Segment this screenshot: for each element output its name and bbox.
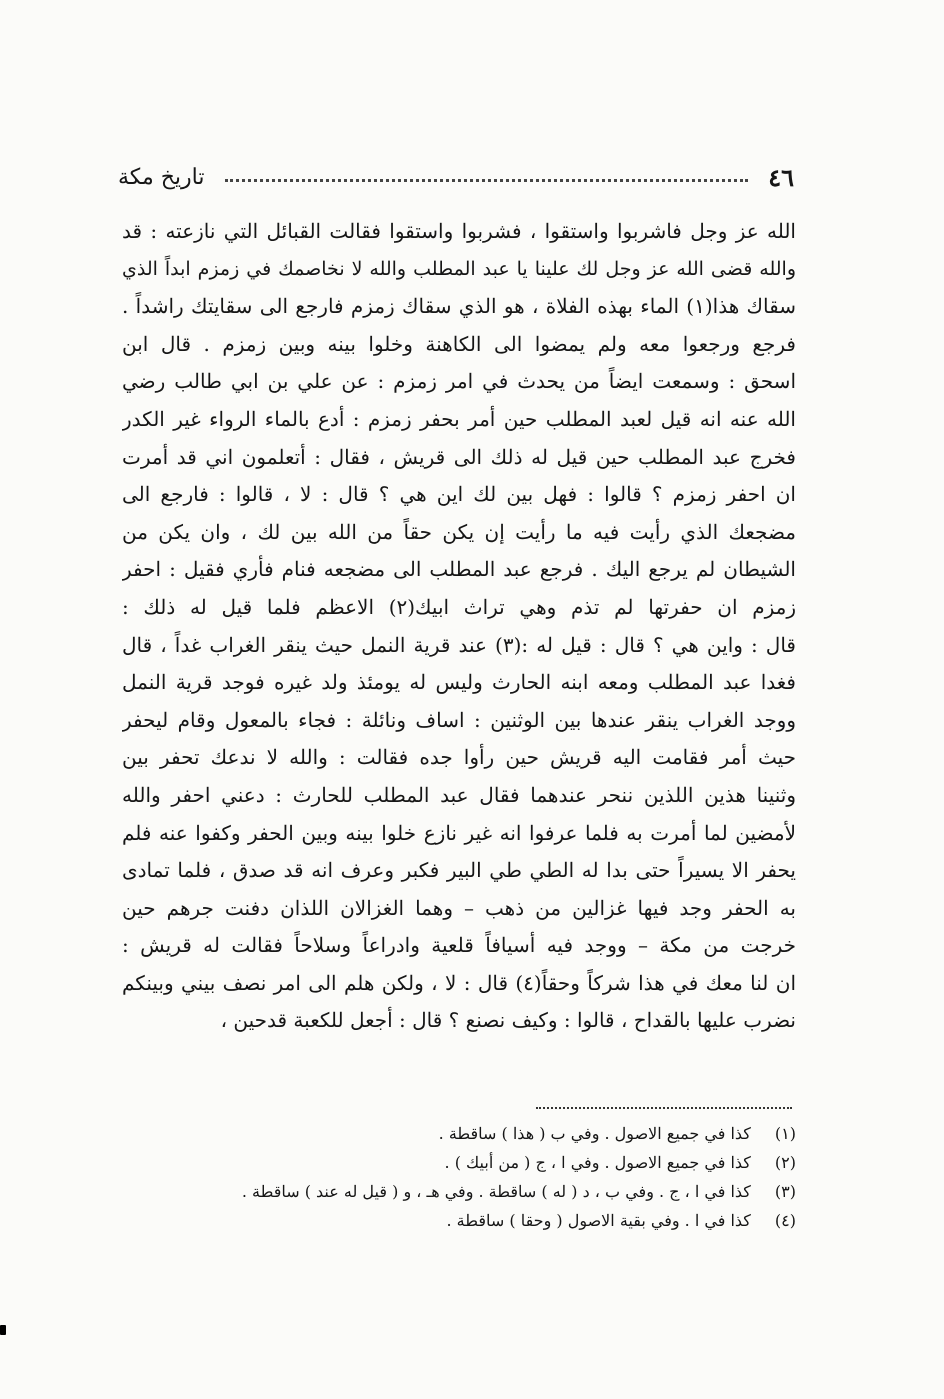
text-line: الله عنه انه قيل لعبد المطلب حين أمر بحفر زمزم : أدع بالماء الرواء غير الكدر: [122, 406, 796, 431]
footnote-number: (٢): [774, 1153, 796, 1172]
text-line: زمزم ان حفرتها لم تذم وهي تراث ابيك(٢) الاعظم فلما قيل له ذلك :: [122, 594, 796, 619]
footnote-text: كذا في ا . وفي بقية الاصول ( وحقا ) ساقطة .: [446, 1211, 751, 1230]
text-line: نضرب عليها بالقداح ، قالوا : وكيف نصنع ؟ قال : أجعل للكعبة قدحين ،: [220, 1008, 796, 1033]
text-line: والله قضى الله عز وجل لك علينا يا عبد المطلب والله لا نخاصمك في زمزم ابداً الذي: [122, 257, 796, 280]
text-line: ان احفر زمزم ؟ قالوا : فهل بين لك اين هي ؟ قال : لا ، قالوا : فارجع الى: [122, 482, 796, 507]
main-text: [122, 213, 796, 1040]
page-number: ٤٦: [768, 162, 794, 192]
text-line: خرجت من مكة – ووجد فيه أسيافاً قلعية وادراعاً وسلاحاً فقالت له قريش :: [122, 933, 796, 958]
text-line: ان لنا معك في هذا شركاً وحقاً(٤) قال : لا ، ولكن هلم الى امر نصف بيني وبينكم: [122, 970, 796, 995]
footnote-text: كذا في ا ، ج . وفي ب ، د ( له ) ساقطة . وفي هـ ، و ( قيل له عند ) ساقطة .: [241, 1182, 751, 1201]
text-line: فغدا عبد المطلب ومعه ابنه الحارث وليس له يومئذ ولد غيره فوجد قرية النمل: [122, 670, 796, 695]
footnote-text: كذا في جميع الاصول . وفي ا ، ج ( من أبيك ) .: [444, 1153, 751, 1172]
footnote-separator: [536, 1107, 792, 1109]
text-line: الشيطان لم يرجع اليك . فرجع عبد المطلب الى مضجعه فنام فأري فقيل : احفر: [122, 557, 796, 582]
header-dotted-rule: [225, 179, 749, 182]
footnote-text: كذا في جميع الاصول . وفي ب ( هذا ) ساقطة .: [438, 1124, 751, 1143]
footnote: [200, 1148, 796, 1177]
scan-edge-mark: [0, 1325, 6, 1335]
footnote: [200, 1119, 796, 1148]
text-line: سقاك هذا(١) الماء بهذه الفلاة ، هو الذي سقاك زمزم فارجع الى سقايتك راشداً .: [122, 294, 796, 319]
page-header: [118, 160, 794, 194]
text-line: اسحق : وسمعت ايضاً من يحدث في امر زمزم : عن علي بن ابي طالب رضي: [122, 369, 796, 394]
footnote: [200, 1206, 796, 1235]
footnotes: [200, 1119, 796, 1235]
footnote-number: (١): [774, 1124, 796, 1143]
footnote-number: (٣): [774, 1182, 796, 1201]
text-line: قال : واين هي ؟ قال : قيل له :(٣) عند قرية النمل حيث ينقر الغراب غداً ، قال: [122, 632, 796, 657]
footnote: [200, 1177, 796, 1206]
text-line: وثنينا هذين اللذين ننحر عندهما فقال عبد المطلب للحارث : دعني احفر والله: [122, 782, 796, 807]
text-line: فرجع ورجعوا معه ولم يمضوا الى الكاهنة وخلوا بينه وبين زمزم . قال ابن: [122, 331, 796, 356]
text-line: فخرج عبد المطلب حين قيل له ذلك الى قريش ، فقال : أتعلمون اني قد أمرت: [122, 444, 796, 469]
text-line: يحفر الا يسيراً حتى بدا له الطي طي البير فكبر وعرف انه قد صدق ، فلما تمادى: [122, 858, 796, 883]
text-line: حيث أمر فقامت اليه قريش حين رأوا جده فقالت : والله لا ندعك تحفر بين: [122, 745, 796, 770]
text-line: به الحفر وجد فيها غزالين من ذهب – وهما الغزالان اللذان دفنت جرهم حين: [122, 895, 796, 920]
running-title: تاريخ مكة: [118, 164, 205, 190]
text-line: لأمضين لما أمرت به فلما عرفوا انه غير نازع خلوا بينه وبين الحفر وكفوا عنه فلم: [122, 820, 796, 845]
text-line: الله عز وجل فاشربوا واستقوا ، فشربوا واستقوا فقالت القبائل التي نازعته : قد: [122, 219, 796, 243]
text-line: مضجعك الذي رأيت فيه ما رأيت إن يكن حقاً من الله بين لك ، وان يكن من: [122, 519, 796, 544]
footnote-number: (٤): [774, 1211, 796, 1230]
text-line: ووجد الغراب ينقر عندها بين الوثنين : اساف ونائلة : فجاء بالمعول وقام ليحفر: [122, 707, 796, 732]
